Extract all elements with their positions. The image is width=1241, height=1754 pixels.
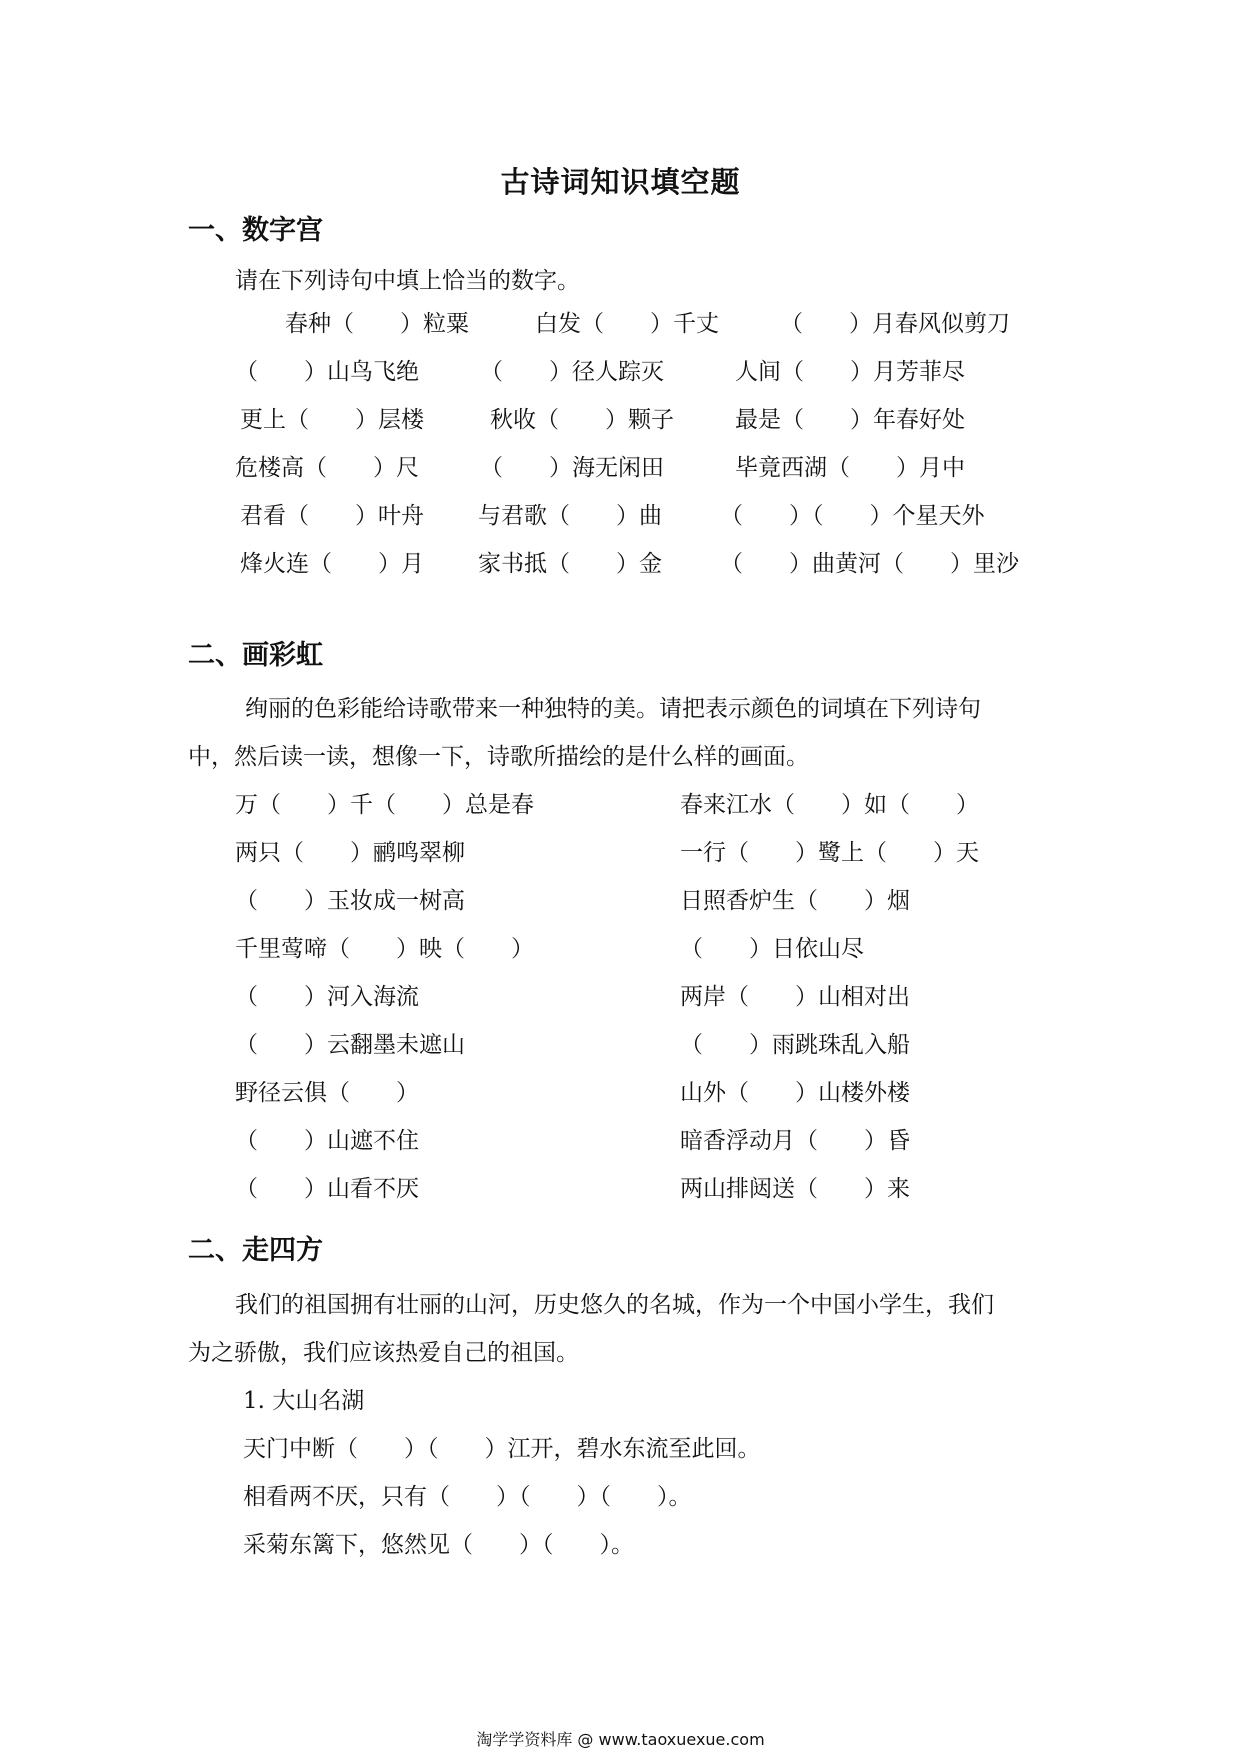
fill-line: 天门中断（ ）（ ）江开，碧水东流至此回。 — [243, 1436, 761, 1462]
blank-item: （ ）曲黄河（ ）里沙 — [720, 551, 1019, 577]
blank-item: 君看（ ）叶舟 — [240, 503, 424, 529]
blank-item: （ ）日依山尽 — [680, 936, 864, 962]
fill-line: 相看两不厌，只有（ ）（ ）（ ）。 — [243, 1484, 692, 1510]
blank-item: 暗香浮动月（ ）昏 — [680, 1128, 910, 1154]
blank-item: 两只（ ）鹂鸣翠柳 — [235, 840, 465, 866]
section2-intro: 中，然后读一读，想像一下，诗歌所描绘的是什么样的画面。 — [188, 744, 809, 770]
blank-item: 万（ ）千（ ）总是春 — [235, 792, 534, 818]
section1-instruction: 请在下列诗句中填上恰当的数字。 — [235, 268, 580, 294]
blank-item: 春种（ ）粒粟 — [285, 311, 469, 337]
blank-item: 危楼高（ ）尺 — [235, 455, 419, 481]
blank-item: 两山排闼送（ ）来 — [680, 1176, 910, 1202]
blank-item: 白发（ ）千丈 — [535, 311, 719, 337]
blank-item: （ ）山看不厌 — [235, 1176, 419, 1202]
section2-heading: 二、画彩虹 — [188, 640, 323, 671]
blank-item: （ ）河入海流 — [235, 984, 419, 1010]
blank-item: （ ）山鸟飞绝 — [235, 359, 419, 385]
blank-item: 山外（ ）山楼外楼 — [680, 1080, 910, 1106]
blank-item: 日照香炉生（ ）烟 — [680, 888, 910, 914]
section1-heading: 一、数字宫 — [188, 215, 323, 246]
blank-item: 野径云俱（ ） — [235, 1080, 419, 1106]
blank-item: 春来江水（ ）如（ ） — [680, 792, 979, 818]
blank-item: 毕竟西湖（ ）月中 — [735, 455, 965, 481]
section3-heading: 二、走四方 — [188, 1235, 323, 1266]
blank-item: 两岸（ ）山相对出 — [680, 984, 910, 1010]
section3-intro: 我们的祖国拥有壮丽的山河，历史悠久的名城，作为一个中国小学生，我们 — [235, 1292, 994, 1318]
blank-item: （ ）径人踪灭 — [480, 359, 664, 385]
page-title: 古诗词知识填空题 — [500, 165, 741, 199]
section3-subheading: 1. 大山名湖 — [243, 1388, 365, 1414]
blank-item: （ ）山遮不住 — [235, 1128, 419, 1154]
footer-watermark: 淘学学资料库 @ www.taoxuexue.com — [476, 1730, 765, 1749]
blank-item: 家书抵（ ）金 — [478, 551, 662, 577]
section3-intro: 为之骄傲，我们应该热爱自己的祖国。 — [188, 1340, 579, 1366]
blank-item: （ ）（ ）个星天外 — [720, 503, 985, 529]
blank-item: 与君歌（ ）曲 — [478, 503, 662, 529]
blank-item: 一行（ ）鹭上（ ）天 — [680, 840, 979, 866]
blank-item: 人间（ ）月芳菲尽 — [735, 359, 965, 385]
section2-intro: 绚丽的色彩能给诗歌带来一种独特的美。请把表示颜色的词填在下列诗句 — [245, 696, 981, 722]
blank-item: 更上（ ）层楼 — [240, 407, 424, 433]
blank-item: （ ）海无闲田 — [480, 455, 664, 481]
blank-item: 烽火连（ ）月 — [240, 551, 424, 577]
blank-item: （ ）玉妆成一树高 — [235, 888, 465, 914]
blank-item: 秋收（ ）颗子 — [490, 407, 674, 433]
fill-line: 采菊东篱下，悠然见（ ）（ ）。 — [243, 1532, 634, 1558]
blank-item: 千里莺啼（ ）映（ ） — [235, 936, 534, 962]
blank-item: （ ）月春风似剪刀 — [780, 311, 1010, 337]
blank-item: （ ）雨跳珠乱入船 — [680, 1032, 910, 1058]
blank-item: 最是（ ）年春好处 — [735, 407, 965, 433]
blank-item: （ ）云翻墨未遮山 — [235, 1032, 465, 1058]
